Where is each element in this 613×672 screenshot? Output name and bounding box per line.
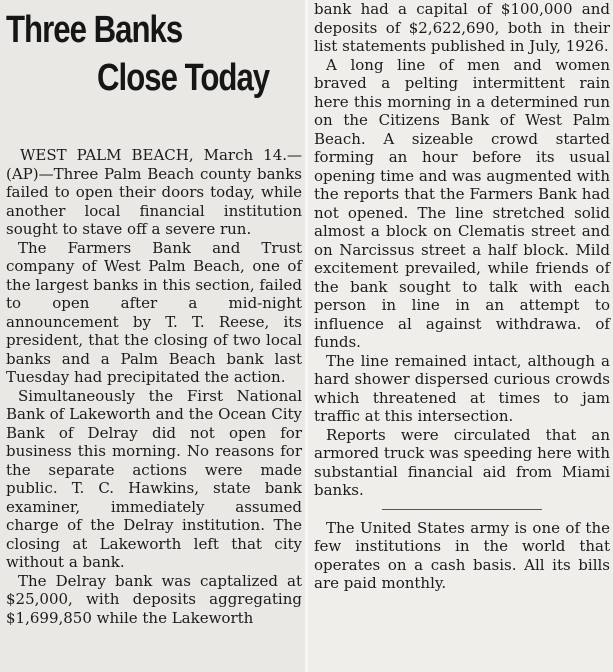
article-paragraph: The Delray bank was captalized at $25,000, with deposits aggregating $1,699,850 while the Lakeworth — [6, 571, 302, 627]
article-paragraph: The Farmers Bank and Trust company of West Palm Beach, one of the largest banks in this section, failed to open after a mid-night announcement by T. T. Reese, its president, that the closing of two local banks and a Palm Beach bank last Tuesday had precipitated the action. — [6, 238, 302, 386]
article-paragraph: A long line of men and women braved a pelting intermittent rain here this morning in a determined run on the Citizens Bank of West Palm Beach. A sizeable crowd started forming an hour before its usual opening time and was augmented with the reports that the Farmers Bank had not opened. The line stretched solid almost a block on Clematis street and on Narcissus street a half block. Mild excitement prevailed, while friends of the bank sought to talk with each person in line in an attempt to influence al against withdrawa. of funds. — [314, 55, 610, 351]
article-paragraph: Reports were circulated that an armored truck was speeding here with substantial financial aid from Miami banks. — [314, 425, 610, 499]
filler-paragraph: The United States army is one of the few institutions in the world that operates on a cash basis. All its bills are paid monthly. — [314, 518, 610, 592]
right-column — [308, 0, 613, 672]
headline-line-2: Close Today — [97, 57, 270, 99]
right-column-body — [314, 0, 610, 593]
dateline-paragraph: WEST PALM BEACH, March 14.—(AP)—Three Palm Beach county banks failed to open their doors today, while another local financial institution sought to stave off a severe run. — [6, 146, 302, 238]
continued-paragraph: bank had a capital of $100,000 and deposits of $2,622,690, both in their list statements published in July, 1926. — [314, 0, 610, 55]
left-column-body — [6, 146, 302, 627]
section-divider-rule — [382, 509, 542, 510]
left-column — [0, 0, 305, 672]
article-paragraph: The line remained intact, although a hard shower dispersed curious crowds which threatened at times to jam traffic at this intersection. — [314, 351, 610, 425]
article-paragraph: Simultaneously the First National Bank of Lakeworth and the Ocean City Bank of Delray did not open for business this morning. No reasons for the separate actions were made public. T. C. Hawkins, state bank examiner, immediately assumed charge of the Delray institution. The closing at Lakeworth left that city without a bank. — [6, 386, 302, 571]
headline-line-1: Three Banks — [6, 9, 183, 51]
